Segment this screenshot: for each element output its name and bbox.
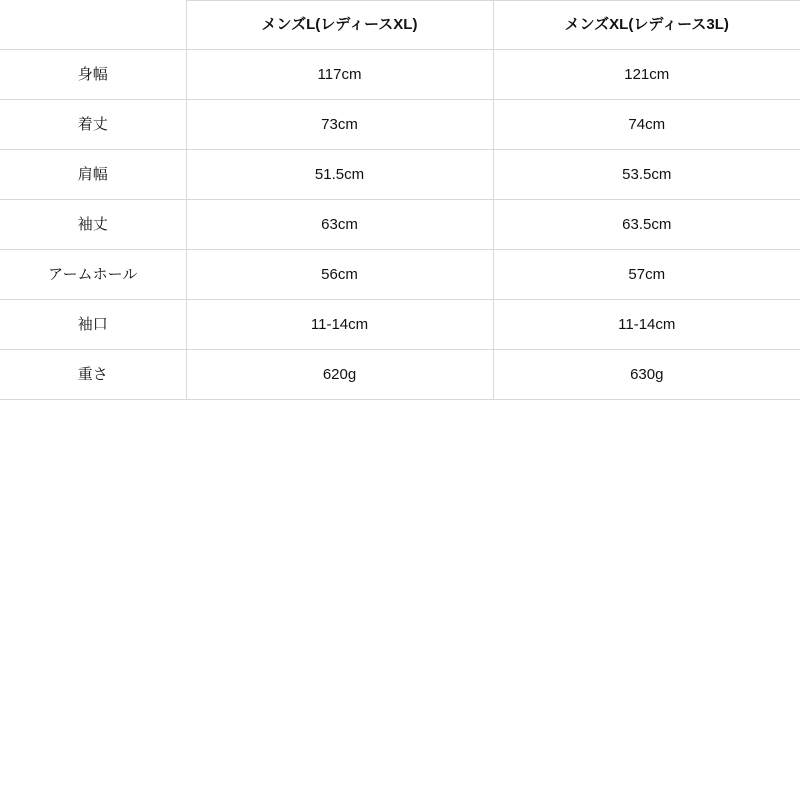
- cell-cuff-mens-xl: 11-14cm: [493, 300, 800, 350]
- table-row: [0, 350, 800, 400]
- cell-weight-mens-xl: 630g: [493, 350, 800, 400]
- column-header-mens-xl: メンズXL(レディース3L): [493, 1, 800, 50]
- table-row: [0, 200, 800, 250]
- row-label-length: 着丈: [0, 100, 186, 150]
- row-label-armhole: アームホール: [0, 250, 186, 300]
- cell-weight-mens-l: 620g: [186, 350, 493, 400]
- table-row: [0, 100, 800, 150]
- cell-armhole-mens-l: 56cm: [186, 250, 493, 300]
- table-row: [0, 300, 800, 350]
- row-label-weight: 重さ: [0, 350, 186, 400]
- table-header-row: [0, 1, 800, 50]
- cell-shoulder-width-mens-l: 51.5cm: [186, 150, 493, 200]
- cell-cuff-mens-l: 11-14cm: [186, 300, 493, 350]
- row-label-sleeve-length: 袖丈: [0, 200, 186, 250]
- row-label-body-width: 身幅: [0, 50, 186, 100]
- cell-length-mens-l: 73cm: [186, 100, 493, 150]
- row-label-shoulder-width: 肩幅: [0, 150, 186, 200]
- column-header-mens-l: メンズL(レディースXL): [186, 1, 493, 50]
- table-row: [0, 250, 800, 300]
- cell-sleeve-length-mens-xl: 63.5cm: [493, 200, 800, 250]
- cell-sleeve-length-mens-l: 63cm: [186, 200, 493, 250]
- cell-body-width-mens-l: 117cm: [186, 50, 493, 100]
- row-label-cuff: 袖口: [0, 300, 186, 350]
- cell-body-width-mens-xl: 121cm: [493, 50, 800, 100]
- table-row: [0, 150, 800, 200]
- cell-length-mens-xl: 74cm: [493, 100, 800, 150]
- table-row: [0, 50, 800, 100]
- table-corner-cell: [0, 1, 186, 50]
- cell-shoulder-width-mens-xl: 53.5cm: [493, 150, 800, 200]
- cell-armhole-mens-xl: 57cm: [493, 250, 800, 300]
